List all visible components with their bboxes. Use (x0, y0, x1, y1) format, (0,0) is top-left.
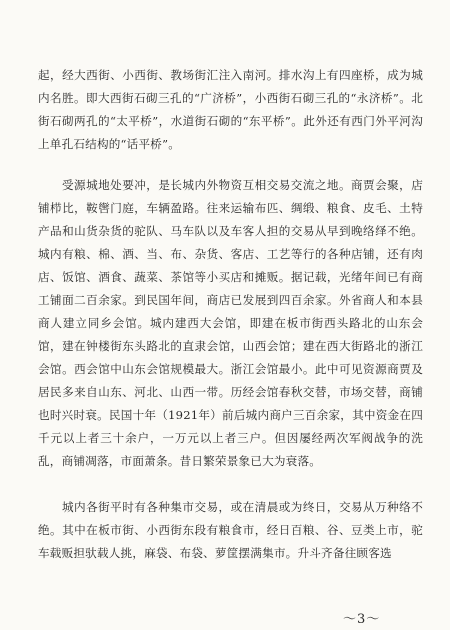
paragraph-commerce: 受源城地处要冲，是长城内外物资互相交易交流之地。商贾会聚，店铺栉比，鞍辔门庭，车辆盈路。往来运输布匹、绸缎、粮食、皮毛、土特产品和山货杂货的驼队、马车队以及车客人担的交易从早到晚络绎不绝。城内有粮、棉、酒、当、布、杂货、客店、工艺等行的各种店铺，还有肉店、饭馆、酒食、蔬菜、茶馆等小买店和摊贩。据记载，光绪年间已有商工铺面二百余家。到民国年间，商店已发展到四百余家。外省商人和本县商人建立同乡会馆。城内建西大会馆，即建在板市街西头路北的山东会馆，建在钟楼街东头路北的直隶会馆，山西会馆；建在西大街路北的浙江会馆。西会馆中山东会馆规模最大。浙江会馆最小。此中可见资源商贾及居民多来自山东、河北、山西一带。历经会馆春秋交替，市场交替，商铺也时兴时衰。民国十年（1921年）前后城内商户三百余家，其中资金在四千元以上者三十余户，一万元以上者三户。但因屡经两次军阀战争的洗乱，商铺凋落，市面萧条。昔日繁荣景象已大为衰落。 (38, 178, 423, 468)
paragraph-markets: 城内各街平时有各种集市交易，或在清晨或为终日，交易从万种络不绝。其中在板市街、小西街东段有粮食市，经日百粮、谷、豆类上市，驼车载贩担驮载人挑，麻袋、布袋、萝筐摆满集市。升斗齐备往顾客选 (38, 500, 423, 560)
paragraph-bridges: 起，经大西街、小西街、教场街汇注入南河。排水沟上有四座桥，成为城内名胜。即大西街石砌三孔的“广济桥”，小西街石砌三孔的“永济桥”。北街石砌两孔的“太平桥”，水道街石砌的“东平桥”。此外还有西门外平河沟上单孔石结构的“话平桥”。 (38, 68, 423, 151)
page-number: ～3～ (343, 612, 381, 627)
